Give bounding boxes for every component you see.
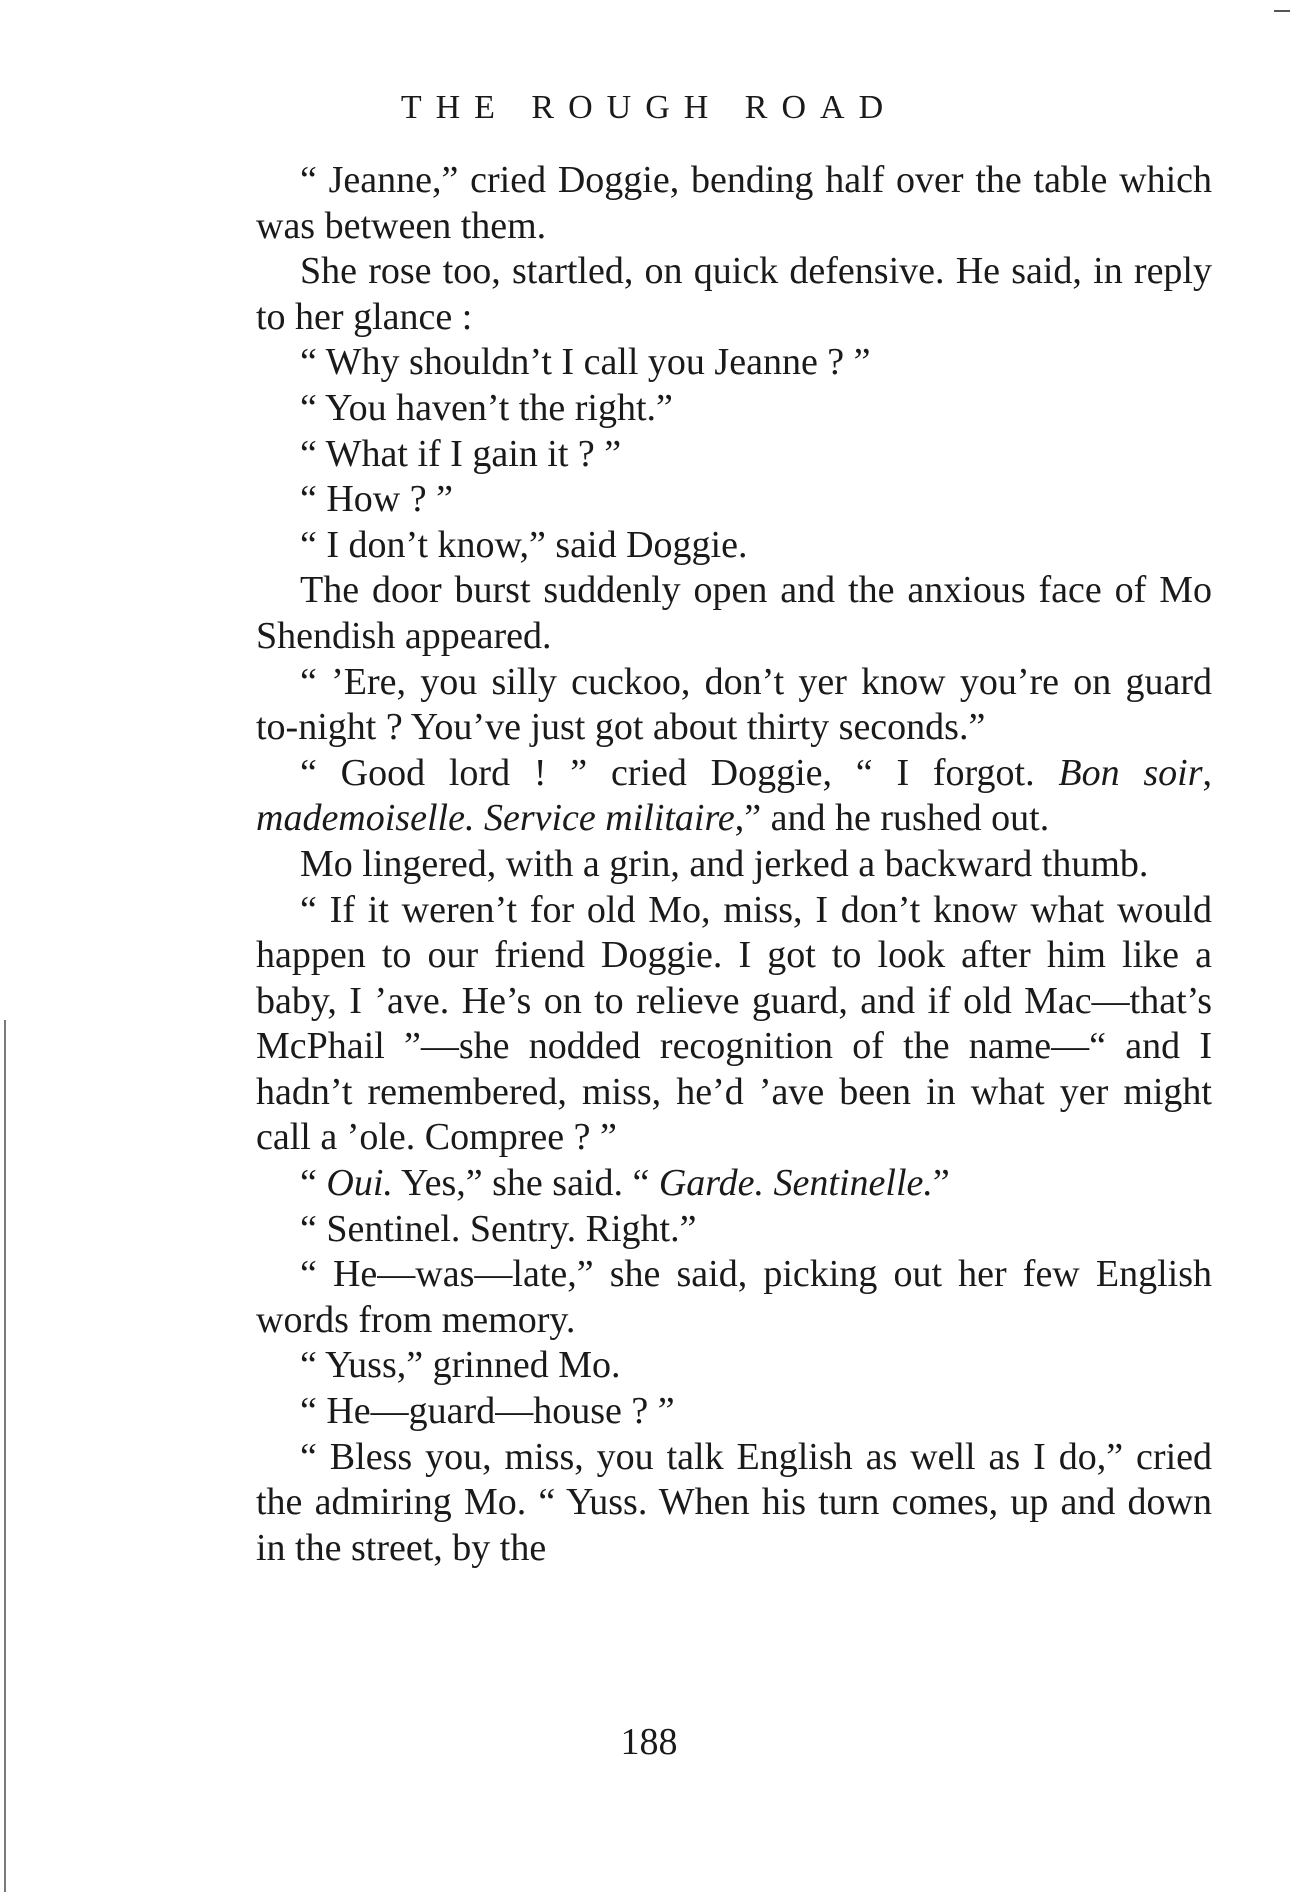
text-run: ,” and he rushed out. [734, 797, 1050, 840]
text-run: “ [300, 1162, 327, 1205]
paragraph: “ What if I gain it ? ” [300, 432, 622, 475]
text-run: “ Good lord ! ” cried Doggie, “ I forgot. [300, 751, 1059, 794]
paragraph: “ I don’t know,” said Doggie. [300, 523, 748, 566]
paragraph: “ Yuss,” grinned Mo. [300, 1344, 621, 1387]
text-run [764, 1162, 774, 1204]
paragraph: The door burst suddenly open and the anxious face of Mo Shendish appeared. [256, 569, 1212, 657]
paragraph [256, 751, 1212, 842]
paragraph: She rose too, startled, on quick defensive. He said, in reply to her glance : [256, 250, 1212, 338]
italic-run: mademoiselle. [256, 797, 475, 840]
paragraph: “ Bless you, miss, you talk English as well as I do,” cried the admiring Mo. “ Yuss. When his turn comes, up and down in the street, by the [256, 1435, 1212, 1569]
running-head: THE ROUGH ROAD [400, 89, 898, 126]
text-run: Yes,” she said. “ [392, 1162, 659, 1205]
scan-corner-mark [1274, 10, 1290, 12]
text-run [474, 797, 484, 839]
paragraph [256, 1161, 1212, 1207]
italic-run: Oui. [326, 1162, 393, 1205]
paragraph: “ He—was—late,” she said, picking out her few English words from memory. [256, 1253, 1212, 1341]
paragraph: “ Sentinel. Sentry. Right.” [300, 1207, 697, 1250]
text-run: ” [932, 1162, 950, 1205]
italic-run: Garde. [658, 1162, 765, 1205]
paragraph: “ How ? ” [300, 478, 453, 521]
body-text [256, 158, 1212, 1571]
paragraph: “ Why shouldn’t I call you Jeanne ? ” [300, 341, 871, 384]
paragraph: “ If it weren’t for old Mo, miss, I don’t know what would happen to our friend Doggie. I got to look after him like a baby, I ’ave. He’s on to relieve guard, and if old Mac—that’s McPhail ”—she nodded recognition of the name—“ and I hadn’t remembered, miss, he’d ’ave been in what yer might call a ’ole. Compree ? ” [256, 888, 1212, 1159]
page-number: 188 [620, 1721, 678, 1763]
paragraph: “ ’Ere, you silly cuckoo, don’t yer know you’re on guard to-night ? You’ve just got about thirty seconds.” [256, 660, 1212, 749]
italic-run: Bon soir [1058, 751, 1203, 794]
paragraph: “ You haven’t the right.” [300, 386, 673, 429]
paragraph: “ He—guard—house ? ” [300, 1390, 675, 1433]
paragraph: “ Jeanne,” cried Doggie, bending half over the table which was between them. [256, 159, 1212, 247]
italic-run: Service militaire [483, 797, 735, 840]
text-run: , [1202, 751, 1212, 794]
italic-run: Sentinelle. [773, 1162, 933, 1205]
paragraph: Mo lingered, with a grin, and jerked a backward thumb. [300, 842, 1149, 885]
